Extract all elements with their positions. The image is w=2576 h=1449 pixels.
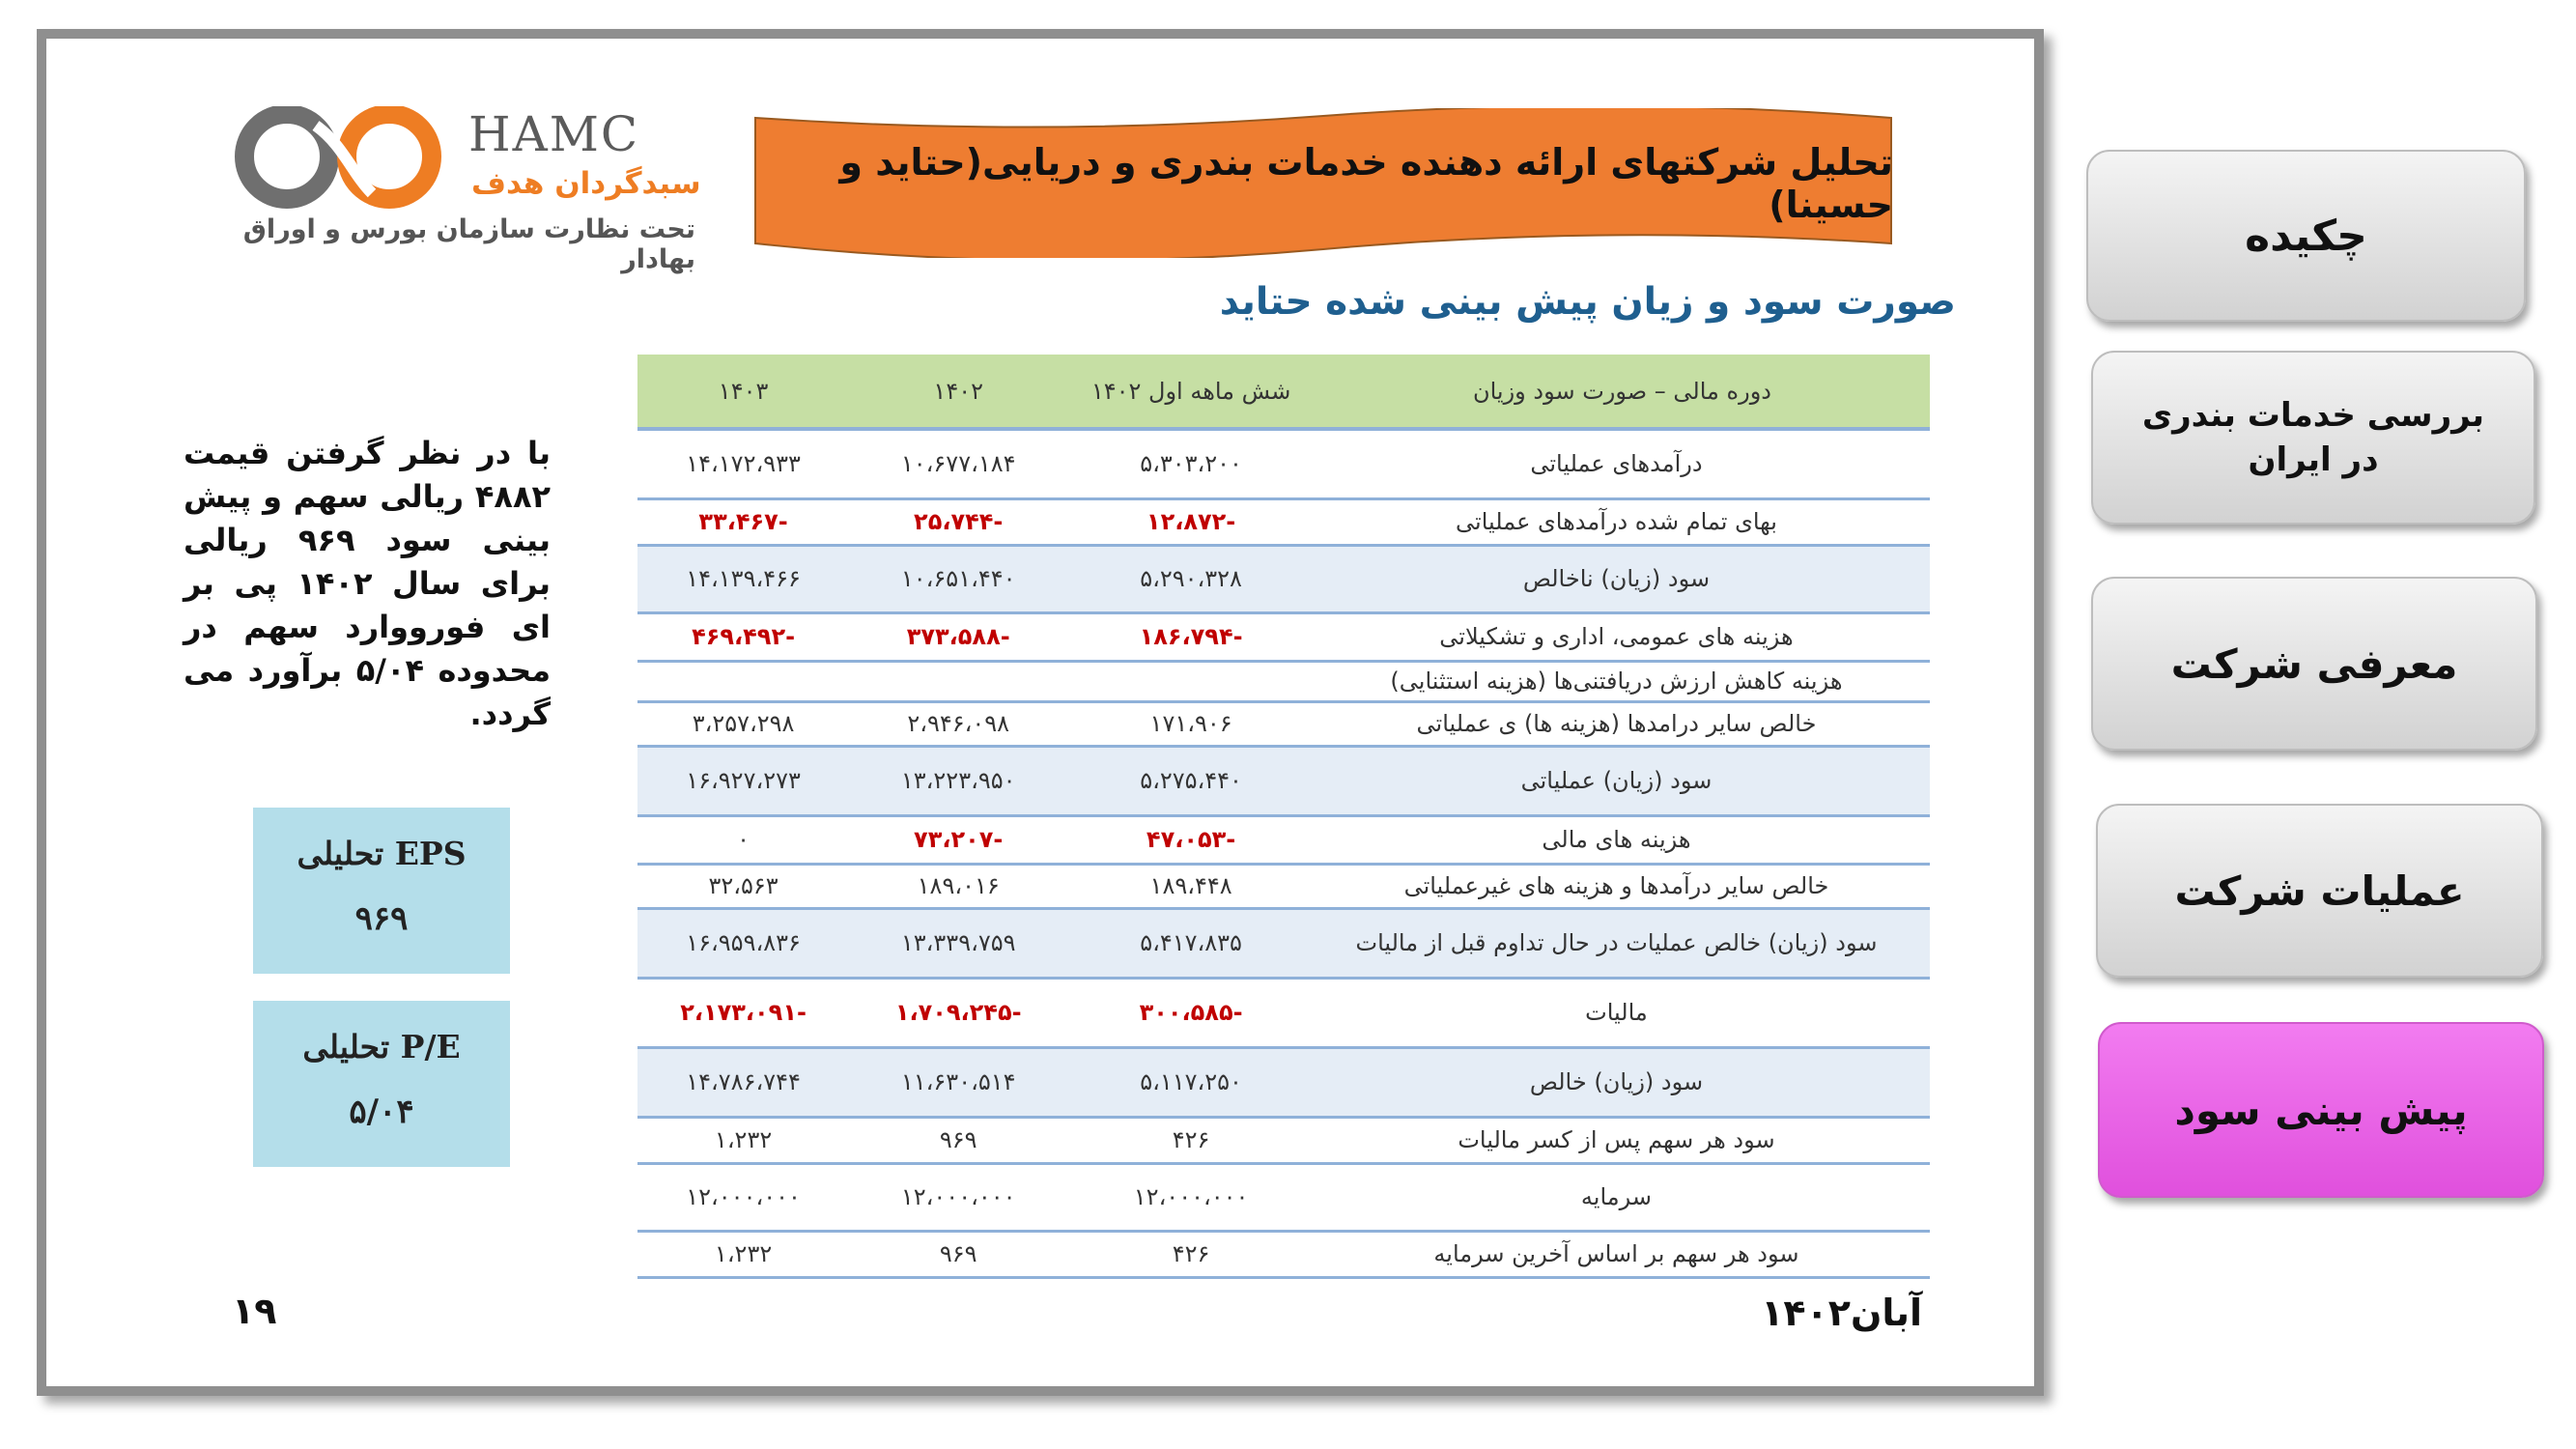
table-row bbox=[637, 498, 1930, 545]
cell-1403: ۱۶،۹۵۹،۸۳۶ bbox=[637, 908, 849, 978]
eps-title: EPS تحلیلی bbox=[297, 835, 467, 872]
cell-h1: ۵،۲۹۰،۳۲۸ bbox=[1067, 545, 1315, 612]
header-1402: ۱۴۰۲ bbox=[849, 355, 1067, 429]
table-row bbox=[637, 612, 1930, 661]
eps-box bbox=[253, 808, 510, 974]
cell-h1: -۳۰۰،۵۸۵ bbox=[1067, 978, 1315, 1047]
row-label: سود (زیان) ناخالص bbox=[1315, 545, 1930, 612]
row-label: هزینه کاهش ارزش دریافتنی‌ها (هزینه استثنایی) bbox=[1315, 661, 1930, 701]
row-label: سرمایه bbox=[1315, 1163, 1930, 1231]
cell-1402: ۱۰،۶۷۷،۱۸۴ bbox=[849, 429, 1067, 498]
cell-1403: ۱۴،۷۸۶،۷۴۴ bbox=[637, 1047, 849, 1117]
cell-h1: -۱۸۶،۷۹۴ bbox=[1067, 612, 1315, 661]
header-1403: ۱۴۰۳ bbox=[637, 355, 849, 429]
row-label: سود هر سهم بر اساس آخرین سرمایه bbox=[1315, 1231, 1930, 1277]
row-label: درآمدهای عملیاتی bbox=[1315, 429, 1930, 498]
logo-company: سبدگردان هدف bbox=[471, 166, 701, 201]
cell-1402: -۱،۷۰۹،۲۴۵ bbox=[849, 978, 1067, 1047]
row-label: مالیات bbox=[1315, 978, 1930, 1047]
row-label: سود هر سهم پس از کسر مالیات bbox=[1315, 1117, 1930, 1163]
cell-1403: ۱۶،۹۲۷،۲۷۳ bbox=[637, 746, 849, 815]
row-label: بهای تمام شده درآمدهای عملیاتی bbox=[1315, 498, 1930, 545]
nav-button-port-services[interactable]: بررسی خدمات بندری در ایران bbox=[2091, 351, 2535, 525]
cell-1403: ۰ bbox=[637, 815, 849, 864]
logo-brand: HAMC bbox=[468, 106, 640, 162]
cell-1403: -۳۳،۴۶۷ bbox=[637, 498, 849, 545]
cell-1402: ۲،۹۴۶،۰۹۸ bbox=[849, 701, 1067, 746]
cell-1402: -۲۵،۷۴۴ bbox=[849, 498, 1067, 545]
table-row bbox=[637, 701, 1930, 746]
cell-h1: ۱۸۹،۴۴۸ bbox=[1067, 864, 1315, 908]
cell-1402: ۱۱،۶۳۰،۵۱۴ bbox=[849, 1047, 1067, 1117]
row-label: سود (زیان) خالص bbox=[1315, 1047, 1930, 1117]
cell-1402: ۱۳،۲۲۳،۹۵۰ bbox=[849, 746, 1067, 815]
cell-1402: ۱۲،۰۰۰،۰۰۰ bbox=[849, 1163, 1067, 1231]
cell-1403: ۱۴،۱۷۲،۹۳۳ bbox=[637, 429, 849, 498]
infinity-logo-icon bbox=[227, 106, 459, 213]
table-row bbox=[637, 429, 1930, 498]
cell-h1: ۴۲۶ bbox=[1067, 1231, 1315, 1277]
cell-1403: ۱۲،۰۰۰،۰۰۰ bbox=[637, 1163, 849, 1231]
logo-regulator: تحت نظارت سازمان بورس و اوراق بهادار bbox=[242, 214, 695, 274]
nav-button-company-intro[interactable]: معرفی شرکت bbox=[2091, 577, 2537, 751]
cell-1402: ۹۶۹ bbox=[849, 1231, 1067, 1277]
table-row bbox=[637, 1231, 1930, 1277]
pe-value: ۵/۰۴ bbox=[349, 1093, 414, 1131]
cell-1403: -۲،۱۷۳،۰۹۱ bbox=[637, 978, 849, 1047]
row-label: سود (زیان) عملیاتی bbox=[1315, 746, 1930, 815]
table-row bbox=[637, 661, 1930, 701]
cell-1402: ۱۸۹،۰۱۶ bbox=[849, 864, 1067, 908]
header-h1-1402: شش ماهه اول ۱۴۰۲ bbox=[1067, 355, 1315, 429]
income-statement-table bbox=[637, 355, 1930, 1279]
footer-date: آبان۱۴۰۲ bbox=[1761, 1292, 1922, 1334]
table-row bbox=[637, 1163, 1930, 1231]
table-row bbox=[637, 1117, 1930, 1163]
row-label: سود (زیان) خالص عملیات در حال تداوم قبل از مالیات bbox=[1315, 908, 1930, 978]
nav-button-profit-forecast[interactable]: پیش بینی سود bbox=[2098, 1022, 2544, 1198]
eps-value: ۹۶۹ bbox=[354, 899, 409, 938]
table-row bbox=[637, 815, 1930, 864]
cell-1402: -۳۷۳،۵۸۸ bbox=[849, 612, 1067, 661]
cell-h1: ۴۲۶ bbox=[1067, 1117, 1315, 1163]
cell-h1: ۵،۳۰۳،۲۰۰ bbox=[1067, 429, 1315, 498]
section-title: صورت سود و زیان پیش بینی شده حتاید bbox=[1219, 280, 1956, 324]
cell-1402: ۱۳،۳۳۹،۷۵۹ bbox=[849, 908, 1067, 978]
banner-title: تحلیل شرکتهای ارائه دهنده خدمات بندری و دریایی(حتاید و حسینا) bbox=[839, 140, 1893, 226]
cell-1403: ۱،۲۳۲ bbox=[637, 1117, 849, 1163]
table-row bbox=[637, 1047, 1930, 1117]
analysis-paragraph: با در نظر گرفتن قیمت ۴۸۸۲ ریالی سهم و پیش بینی سود ۹۶۹ ریالی برای سال ۱۴۰۲ پی بر ای فورووارد سهم در محدوده ۵/۰۴ برآورد می گردد. bbox=[184, 435, 552, 732]
cell-1403: ۱،۲۳۲ bbox=[637, 1231, 849, 1277]
table-row bbox=[637, 545, 1930, 612]
page-number: ۱۹ bbox=[232, 1290, 277, 1332]
row-label: هزینه های مالی bbox=[1315, 815, 1930, 864]
cell-1403: ۳۲،۵۶۳ bbox=[637, 864, 849, 908]
cell-1403: -۴۶۹،۴۹۲ bbox=[637, 612, 849, 661]
cell-1402: ۱۰،۶۵۱،۴۴۰ bbox=[849, 545, 1067, 612]
cell-1402 bbox=[849, 661, 1067, 701]
cell-h1: -۴۷،۰۵۳ bbox=[1067, 815, 1315, 864]
cell-1403: ۳،۲۵۷،۲۹۸ bbox=[637, 701, 849, 746]
hamc-logo bbox=[222, 106, 715, 274]
header-period: دوره مالی – صورت سود وزیان bbox=[1315, 355, 1930, 429]
cell-h1: ۵،۲۷۵،۴۴۰ bbox=[1067, 746, 1315, 815]
cell-1403: ۱۴،۱۳۹،۴۶۶ bbox=[637, 545, 849, 612]
row-label: هزینه های عمومی، اداری و تشکیلاتی bbox=[1315, 612, 1930, 661]
cell-1403 bbox=[637, 661, 849, 701]
pe-title: P/E تحلیلی bbox=[302, 1028, 461, 1065]
nav-button-summary[interactable]: چکیده bbox=[2086, 150, 2526, 322]
pe-box bbox=[253, 1001, 510, 1167]
cell-h1 bbox=[1067, 661, 1315, 701]
nav-button-company-operations[interactable]: عملیات شرکت bbox=[2096, 804, 2543, 978]
title-banner bbox=[753, 108, 1893, 258]
table-row bbox=[637, 908, 1930, 978]
table-row bbox=[637, 746, 1930, 815]
cell-h1: ۵،۱۱۷،۲۵۰ bbox=[1067, 1047, 1315, 1117]
cell-h1: -۱۲،۸۷۲ bbox=[1067, 498, 1315, 545]
cell-1402: ۹۶۹ bbox=[849, 1117, 1067, 1163]
cell-h1: ۵،۴۱۷،۸۳۵ bbox=[1067, 908, 1315, 978]
cell-1402: -۷۳،۲۰۷ bbox=[849, 815, 1067, 864]
row-label: خالص سایر درآمدها و هزینه های غیرعملیاتی bbox=[1315, 864, 1930, 908]
cell-h1: ۱۷۱،۹۰۶ bbox=[1067, 701, 1315, 746]
cell-h1: ۱۲،۰۰۰،۰۰۰ bbox=[1067, 1163, 1315, 1231]
table-row bbox=[637, 978, 1930, 1047]
table-header-row bbox=[637, 355, 1930, 429]
table-row bbox=[637, 864, 1930, 908]
row-label: خالص سایر درامدها (هزینه ها) ی عملیاتی bbox=[1315, 701, 1930, 746]
